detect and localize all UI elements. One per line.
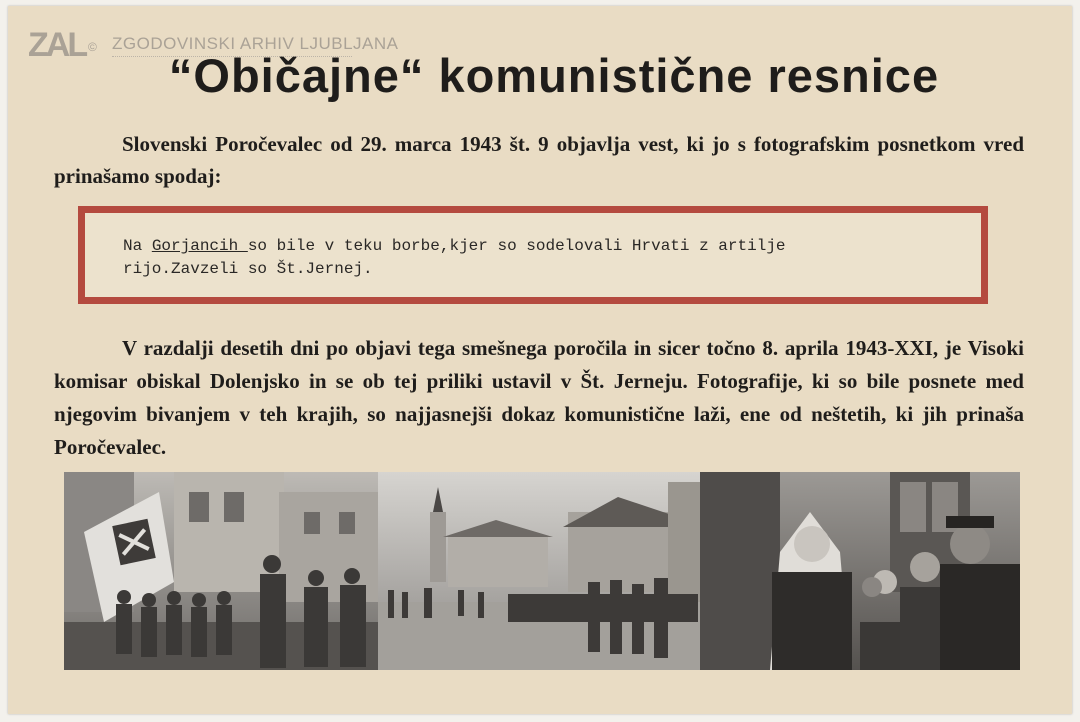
- photo-commissar-greeting: [700, 472, 1020, 670]
- intro-paragraph: Slovenski Poročevalec od 29. marca 1943 št. 9 objavlja vest, ki jo s fotografskim posnetkom vred prinašamo spodaj:: [54, 132, 1024, 188]
- quote-place-name: Gorjancih: [151, 237, 248, 255]
- copyright-symbol: ©: [88, 40, 97, 54]
- quote-line1-pre: Na: [123, 237, 152, 255]
- poster-title: “Običajne“ komunistične resnice: [168, 49, 940, 102]
- quoted-report-text: [123, 235, 963, 281]
- quote-line1-post: so bile v teku borbe,kjer so sodelovali Hrvati z artilje: [247, 237, 786, 255]
- body-paragraph: V razdalji desetih dni po objavi tega smešnega poročila in sicer točno 8. aprila 1943-XXI, je Visoki komisar obiskal Dolenjsko in se ob tej priliki ustavil v Št. Jerneju. Fotografije, ki so bile posnete med njegovim bivanjem v teh krajih, so najjasnejši dokaz komunistične laži, ene od neštetih, ki jih prinaša Poročevalec.: [54, 336, 1024, 459]
- photo-street-soldiers: [378, 472, 700, 670]
- photo-flag-crowd: [64, 472, 382, 670]
- quoted-report-box: [78, 206, 988, 304]
- archive-logo: ZAL: [28, 26, 86, 64]
- archive-name: ZGODOVINSKI ARHIV LJUBLJANA: [112, 34, 399, 53]
- quote-line2: rijo.Zavzeli so Št.Jernej.: [123, 260, 373, 278]
